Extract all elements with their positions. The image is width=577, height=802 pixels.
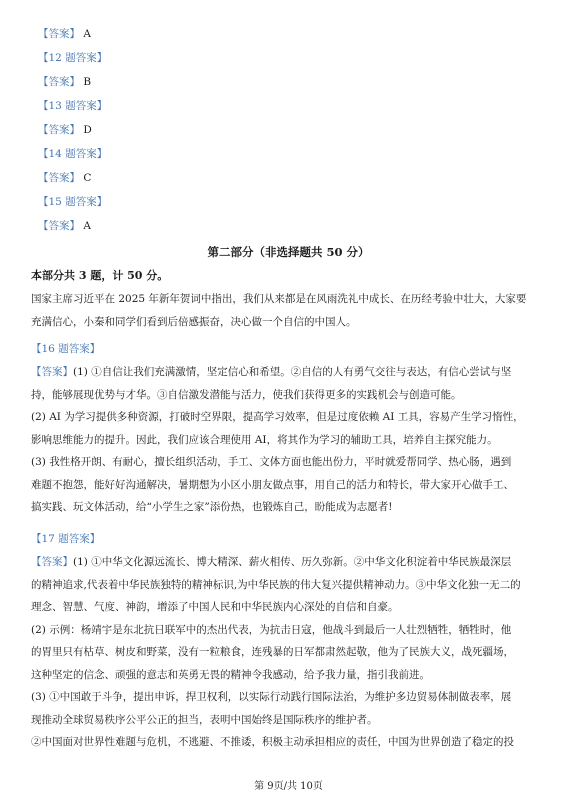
text-line: 理念、智慧、气度、神韵，增添了中国人民和中华民族内心深处的自信和自豪。 (31, 601, 399, 613)
answer-key: 【答案】 (38, 28, 80, 40)
answer-value: A (83, 220, 91, 232)
text-line: 搞实践、玩文体活动，给“小学生之家”添份热，也锻炼自己，盼能成为志愿者! (31, 501, 393, 513)
intro-paragraph (31, 288, 546, 333)
text-line: ②中国面对世界性难题与危机，不逃避、不推诿，积极主动承担相应的责任，中国为世界创造了稳定的投 (31, 736, 514, 748)
question-number: 【12 题答案】 (38, 52, 108, 64)
question-heading (38, 99, 107, 113)
answer-line (38, 75, 91, 89)
text-line: (3) ①中国敢于斗争，提出申诉，捍卫权利，以实际行动践行国际法治，为维护多边贸易体制做表率，展 (31, 691, 512, 703)
answer-value: D (83, 124, 92, 136)
q17-answer (31, 551, 546, 754)
section-intro: 本部分共 3 题，计 50 分。 (31, 269, 169, 282)
text-line: 难题不抱怨，能好好沟通解决，暑期想为小区小朋友做点事，用自己的活力和特长，带大家开心做手工、 (31, 478, 514, 491)
answer-line (38, 171, 91, 185)
text-line: (3) 我性格开朗、有耐心，擅长组织活动，手工、文体方面也能出份力，平时就爱帮同学、热心肠，遇到 (31, 456, 512, 468)
question-number: 【15 题答案】 (38, 196, 108, 208)
text-line: 充满信心，小秦和同学们看到后倍感振奋，决心做一个自信的中国人。 (31, 315, 357, 328)
section-title: 第二部分（非选择题共 50 分） (207, 245, 370, 259)
answer-key: 【答案】 (38, 76, 80, 88)
answer-value: B (83, 76, 92, 88)
answer-value: C (83, 172, 92, 184)
text-line: (2) AI 为学习提供多种资源，打破时空界限，提高学习效率，但是过度依赖 AI 工具，容易产生学习惰性， (31, 411, 524, 423)
question-heading (38, 147, 107, 161)
text-line: (2) 示例：杨靖宇是东北抗日联军中的杰出代表，为抗击日寇，他战斗到最后一人壮烈牺牲，牺牲时，他 (31, 623, 512, 636)
q16-heading: 【16 题答案】 (31, 343, 101, 355)
text-line (31, 361, 546, 384)
page-number: 第 9页/共 10页 (254, 781, 323, 792)
answer-line (38, 219, 91, 233)
answer-line (38, 123, 92, 137)
answer-key: 【答案】 (38, 124, 80, 136)
question-number: 【14 题答案】 (38, 148, 108, 160)
text-line: 影响思维能力的提升。因此，我们应该合理使用 AI，将其作为学习的辅助工具，培养自主探究能力。 (31, 433, 498, 446)
text-line: 的精神追求,代表着中华民族独特的精神标识,为中华民族的伟大复兴提供精神动力。③中华文化独一无二的 (31, 578, 521, 591)
answer-value: A (83, 28, 91, 40)
text-line-content: (1) ①自信让我们充满激情，坚定信心和希望。②自信的人有勇气交往与表达，有信心尝试与坚 (73, 366, 512, 378)
question-heading (38, 195, 107, 209)
text-line-content: (1) ①中华文化源远流长、博大精深、薪火相传、历久弥新。②中华文化积淀着中华民族最深层 (73, 556, 512, 568)
text-line (31, 551, 546, 574)
text-line: 现推动全球贸易秩序公平公正的担当，表明中国始终是国际秩序的维护者。 (31, 713, 378, 726)
answer-key: 【答案】 (38, 172, 80, 184)
answer-key: 【答案】 (38, 220, 80, 232)
answer-key: 【答案】 (31, 366, 73, 378)
text-line: 的胃里只有枯草、树皮和野菜，没有一粒粮食，连残暴的日军都肃然起敬，他为了民族大义，战死疆场， (31, 646, 514, 658)
answer-key: 【答案】 (31, 556, 73, 568)
text-line: 国家主席习近平在 2025 年新年贺词中指出，我们从来都是在风雨洗礼中成长、在历经考验中壮大，大家要 (31, 293, 527, 305)
question-heading (38, 51, 107, 65)
q16-answer (31, 361, 546, 519)
question-number: 【13 题答案】 (38, 100, 108, 112)
text-line: 持，能够展现优势与才华。③自信激发潜能与活力，使我们获得更多的实践机会与创造可能。 (31, 388, 462, 401)
q17-heading: 【17 题答案】 (31, 533, 101, 545)
text-line: 这种坚定的信念、顽强的意志和英勇无畏的精神令我感动，给予我力量，指引我前进。 (31, 668, 430, 681)
answer-line (38, 27, 91, 41)
